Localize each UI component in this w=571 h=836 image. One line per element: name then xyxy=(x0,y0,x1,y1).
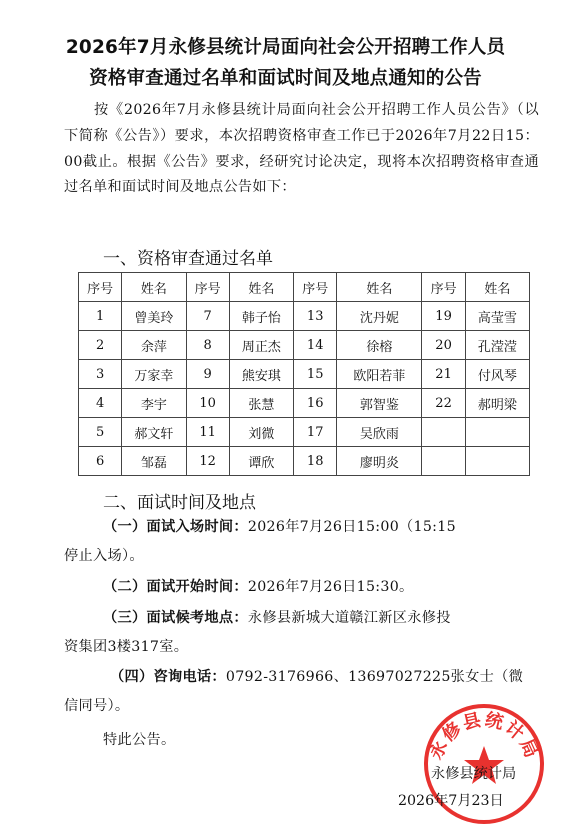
serial-cell: 16 xyxy=(294,389,337,418)
serial-cell: 2 xyxy=(79,331,122,360)
section-heading-list: 一、资格审查通过名单 xyxy=(103,249,273,269)
name-cell: 熊安琪 xyxy=(229,360,293,389)
serial-cell: 5 xyxy=(79,418,122,447)
serial-cell: 10 xyxy=(186,389,229,418)
serial-cell: 22 xyxy=(422,389,465,418)
section-heading-interview: 二、面试时间及地点 xyxy=(103,493,256,513)
header-cell: 姓名 xyxy=(229,273,293,302)
header-cell: 序号 xyxy=(186,273,229,302)
item-label: （一）面试入场时间： xyxy=(103,519,248,535)
serial-cell xyxy=(422,418,465,447)
item-text: 2026年7月26日15:00（15:15 xyxy=(247,519,456,535)
item-phone xyxy=(110,666,523,686)
item-label: （二）面试开始时间： xyxy=(103,579,248,595)
title-line-1: 2026年7月永修县统计局面向社会公开招聘工作人员 xyxy=(65,37,506,58)
name-cell: 廖明炎 xyxy=(337,447,422,476)
table-row xyxy=(79,360,530,389)
closing-text: 特此公告。 xyxy=(103,732,176,748)
serial-cell: 12 xyxy=(186,447,229,476)
serial-cell: 7 xyxy=(186,302,229,331)
name-cell: 郭智鉴 xyxy=(337,389,422,418)
title-line-2: 资格审查通过名单和面试时间及地点通知的公告 xyxy=(89,68,482,89)
serial-cell: 11 xyxy=(186,418,229,447)
name-cell: 孔滢滢 xyxy=(465,331,529,360)
item-text: 2026年7月26日15:30。 xyxy=(247,579,414,595)
item-label: （四）咨询电话： xyxy=(110,669,226,685)
table-row xyxy=(79,418,530,447)
serial-cell: 3 xyxy=(79,360,122,389)
item-start-time xyxy=(103,576,414,596)
name-cell: 曾美玲 xyxy=(122,302,186,331)
qualified-list-table xyxy=(78,272,530,476)
serial-cell: 17 xyxy=(294,418,337,447)
item-location xyxy=(103,607,451,627)
name-cell: 郝文轩 xyxy=(122,418,186,447)
table-row xyxy=(79,447,530,476)
serial-cell: 13 xyxy=(294,302,337,331)
name-cell: 余萍 xyxy=(122,331,186,360)
name-cell: 高莹雪 xyxy=(465,302,529,331)
name-cell xyxy=(465,447,529,476)
table-row xyxy=(79,389,530,418)
header-cell: 序号 xyxy=(294,273,337,302)
item-text: 0792-3176966、13697027225张女士（微 xyxy=(225,669,524,685)
name-cell: 刘微 xyxy=(229,418,293,447)
header-cell: 序号 xyxy=(79,273,122,302)
item-phone-cont: 信同号）。 xyxy=(64,698,130,714)
serial-cell: 14 xyxy=(294,331,337,360)
table-row xyxy=(79,331,530,360)
name-cell: 徐榕 xyxy=(337,331,422,360)
item-entry-time-cont: 停止入场）。 xyxy=(64,548,144,564)
serial-cell: 6 xyxy=(79,447,122,476)
name-cell: 郝明梁 xyxy=(465,389,529,418)
name-cell: 吴欣雨 xyxy=(337,418,422,447)
name-cell: 李宇 xyxy=(122,389,186,418)
intro-paragraph: 按《2026年7月永修县统计局面向社会公开招聘工作人员公告》（以下简称《公告》）要求，本次招聘资格审查工作已于2026年7月22日15：00截止。根据《公告》要求，经研究讨论决定，现将本次招聘资格审查通过名单和面试时间及地点公告如下： xyxy=(64,102,539,196)
name-cell: 韩子怡 xyxy=(229,302,293,331)
serial-cell: 21 xyxy=(422,360,465,389)
item-label: （三）面试候考地点： xyxy=(103,610,248,626)
signature-date: 2026年7月23日 xyxy=(398,793,504,809)
serial-cell: 8 xyxy=(186,331,229,360)
serial-cell: 1 xyxy=(79,302,122,331)
header-cell: 姓名 xyxy=(337,273,422,302)
signature-org: 永修县统计局 xyxy=(431,766,517,782)
serial-cell: 19 xyxy=(422,302,465,331)
serial-cell: 20 xyxy=(422,331,465,360)
svg-text:永修县统计局: 永修县统计局 xyxy=(425,709,543,763)
header-cell: 序号 xyxy=(422,273,465,302)
item-location-cont: 资集团3楼317室。 xyxy=(64,639,189,655)
item-text: 永修县新城大道赣江新区永修投 xyxy=(247,610,451,626)
name-cell: 欧阳若菲 xyxy=(337,360,422,389)
serial-cell: 9 xyxy=(186,360,229,389)
table-header-row xyxy=(79,273,530,302)
name-cell xyxy=(465,418,529,447)
name-cell: 万家幸 xyxy=(122,360,186,389)
serial-cell: 18 xyxy=(294,447,337,476)
name-cell: 周正杰 xyxy=(229,331,293,360)
name-cell: 付风琴 xyxy=(465,360,529,389)
name-cell: 邹磊 xyxy=(122,447,186,476)
serial-cell xyxy=(422,447,465,476)
item-entry-time xyxy=(103,516,456,536)
serial-cell: 4 xyxy=(79,389,122,418)
name-cell: 张慧 xyxy=(229,389,293,418)
serial-cell: 15 xyxy=(294,360,337,389)
header-cell: 姓名 xyxy=(122,273,186,302)
table-row xyxy=(79,302,530,331)
header-cell: 姓名 xyxy=(465,273,529,302)
name-cell: 沈丹妮 xyxy=(337,302,422,331)
name-cell: 谭欣 xyxy=(229,447,293,476)
table-body xyxy=(79,302,530,476)
